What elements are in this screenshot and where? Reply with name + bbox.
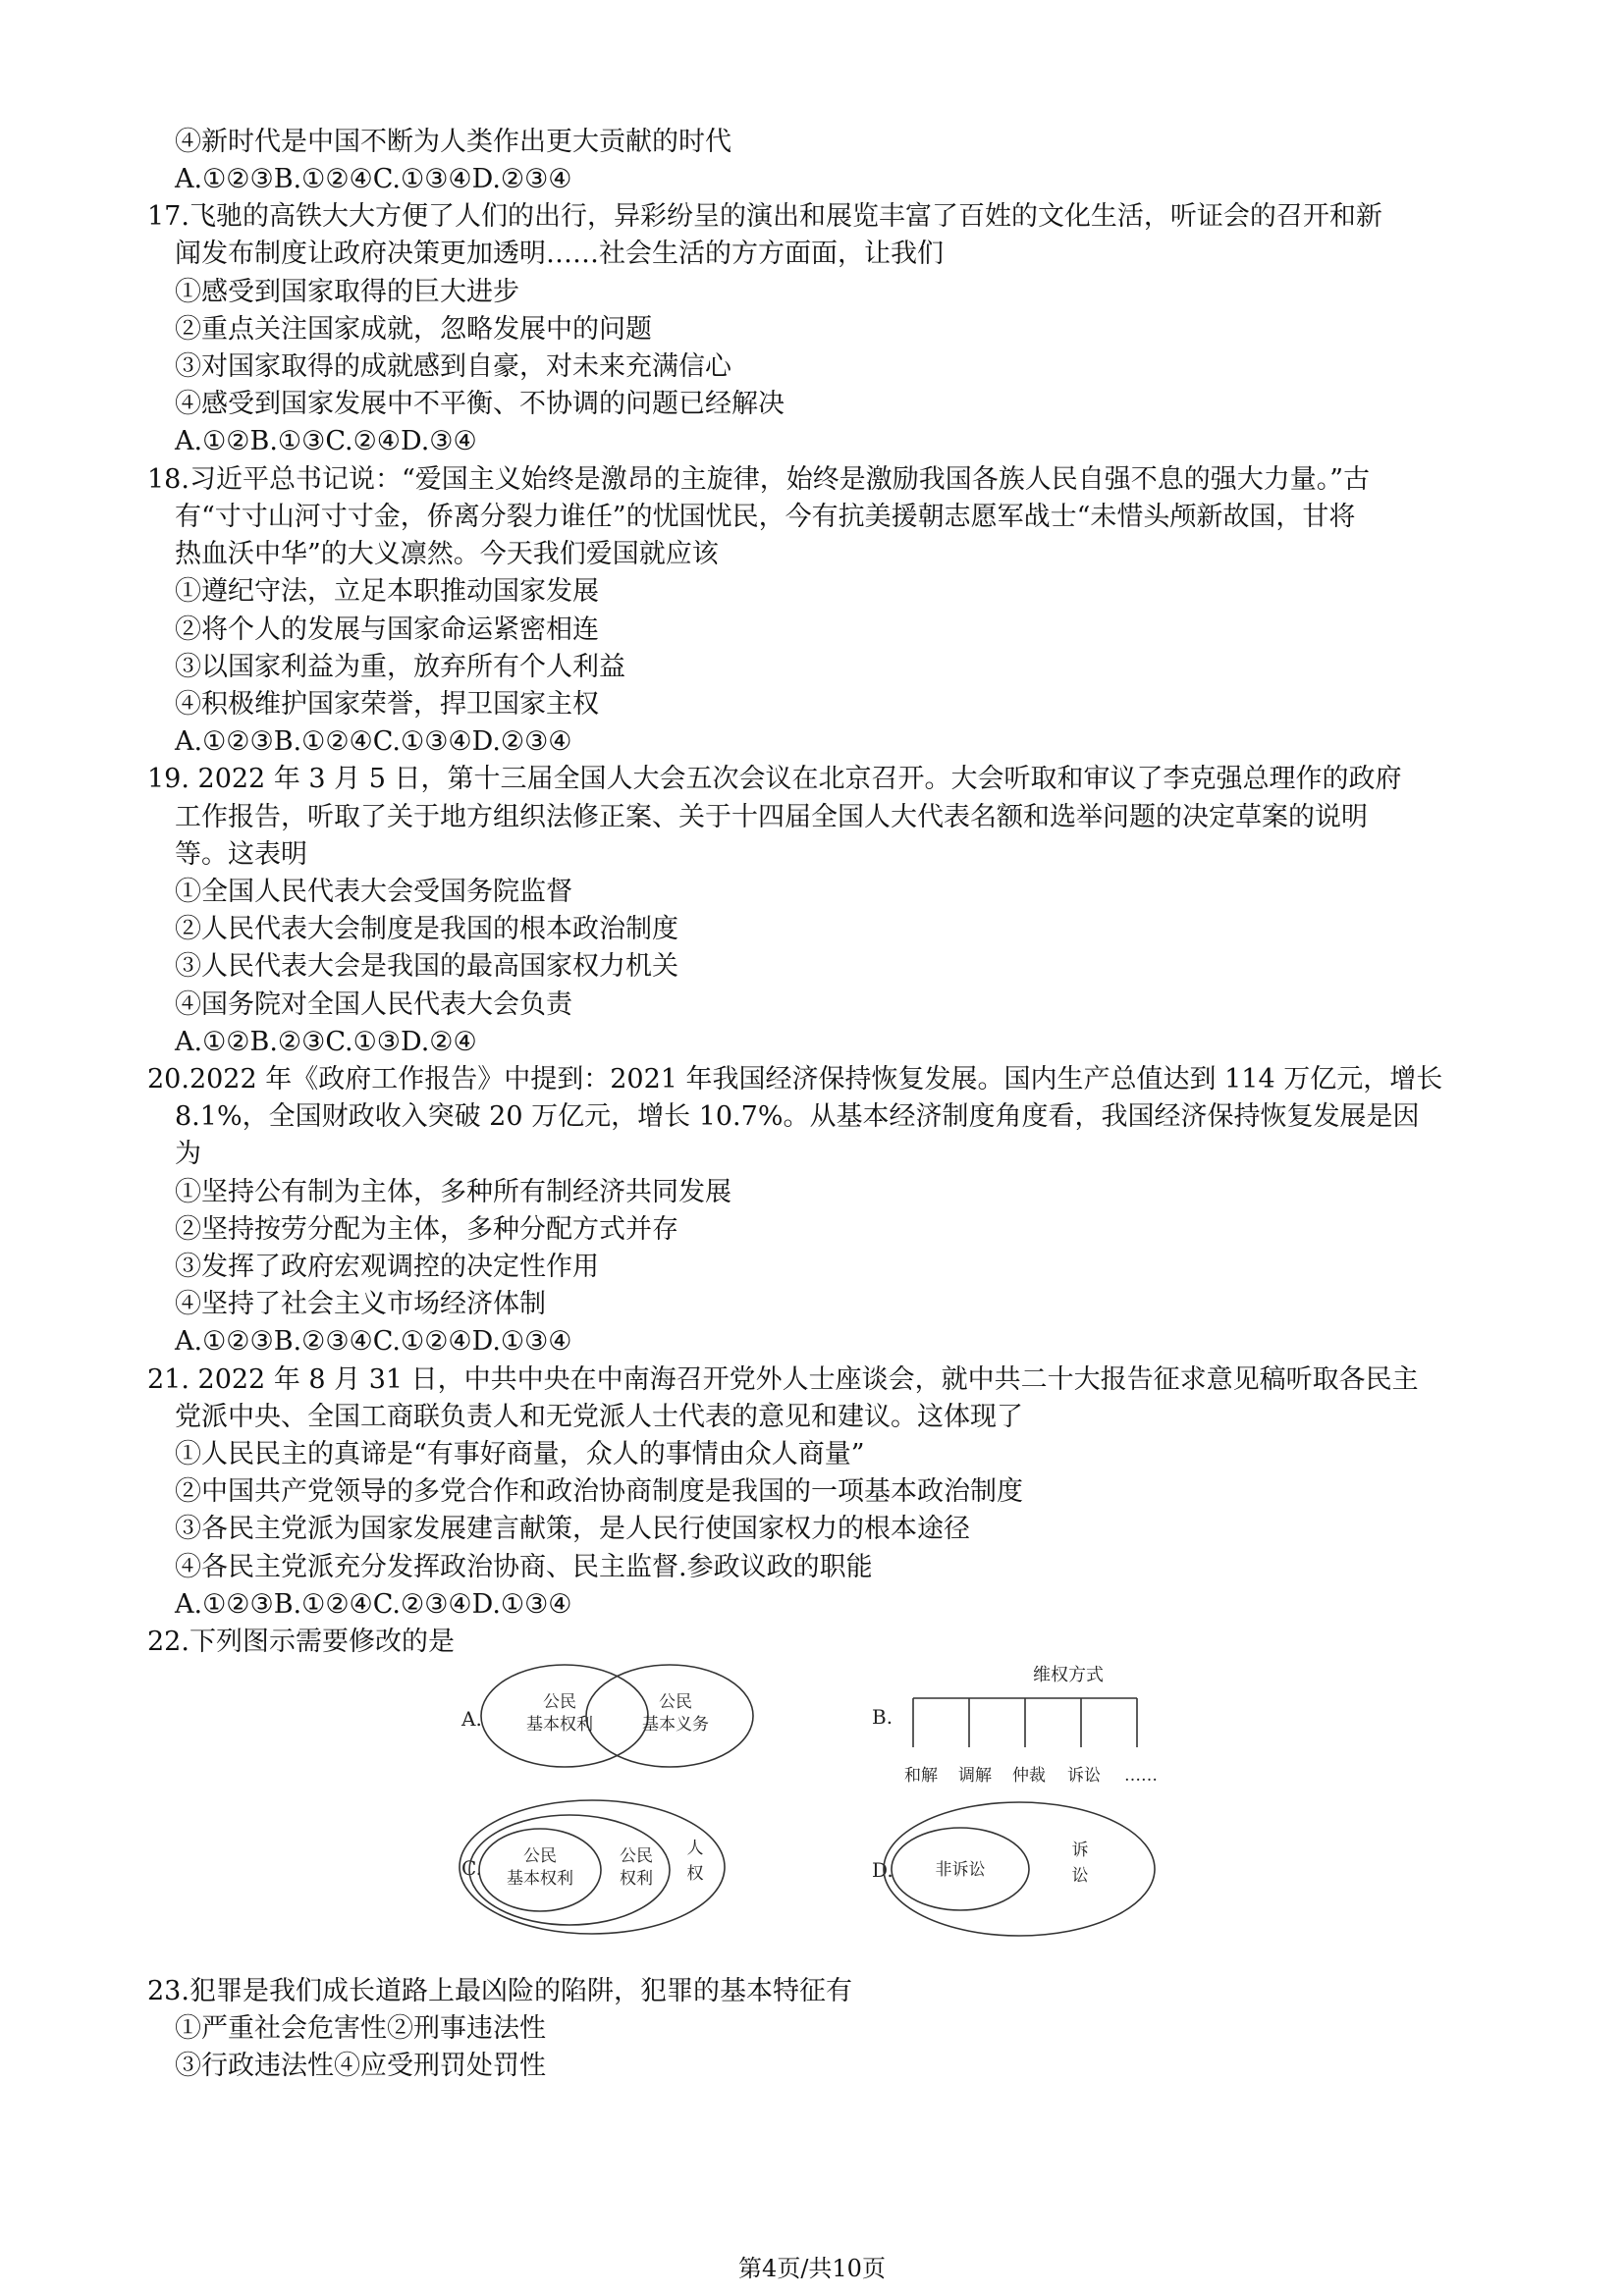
question-19-stem: 19. 2022 年 3 月 5 日，第十三届全国人大会五次会议在北京召开。大会听取和审议了李克强总理作的政府 (147, 764, 1402, 794)
question-17-stem: 17.飞驰的高铁大大方便了人们的出行，异彩纷呈的演出和展览丰富了百姓的文化生活，听证会的召开和新 (147, 201, 1382, 232)
option-line: ③对国家取得的成就感到自豪，对未来充满信心 (175, 351, 731, 382)
diagram-a-right-label-1: 公民 (659, 1692, 692, 1712)
option-line: ②坚持按劳分配为主体，多种分配方式并存 (175, 1214, 678, 1245)
option-line: ①全国人民代表大会受国务院监督 (175, 877, 572, 907)
option-line: ①坚持公有制为主体，多种所有制经济共同发展 (175, 1177, 731, 1207)
answer-choices: A.①②③B.②③④C.①②④D.①③④ (175, 1326, 572, 1357)
option-line: ④坚持了社会主义市场经济体制 (175, 1289, 546, 1319)
diagram-c-outer-label-2: 权 (686, 1864, 704, 1884)
answer-choices: A.①②③B.①②④C.②③④D.①③④ (175, 1589, 572, 1620)
option-line: ④各民主党派充分发挥政治协商、民主监督.参政议政的职能 (175, 1552, 873, 1582)
option-line: ②重点关注国家成就，忽略发展中的问题 (175, 314, 652, 345)
answer-choices: A.①②B.②③C.①③D.②④ (175, 1027, 477, 1057)
diagram-b-item: 诉讼 (1067, 1766, 1101, 1786)
diagram-a-right-label-2: 基本义务 (642, 1715, 709, 1735)
option-line: ③以国家利益为重，放弃所有个人利益 (175, 652, 625, 682)
question-19-stem-cont: 等。这表明 (175, 839, 307, 870)
diagram-b-item: …… (1124, 1766, 1158, 1786)
question-22-stem: 22.下列图示需要修改的是 (147, 1627, 455, 1657)
question-18-stem: 18.习近平总书记说：“爱国主义始终是激昂的主旋律，始终是激励我国各族人民自强不息的强大力量。”古 (147, 464, 1371, 495)
option-line: ①严重社会危害性②刑事违法性 (175, 2013, 546, 2044)
option-line: ③人民代表大会是我国的最高国家权力机关 (175, 951, 678, 982)
option-line: ①感受到国家取得的巨大进步 (175, 277, 519, 307)
diagram-c-outer-label-1: 人 (686, 1839, 704, 1858)
page-number: 第4页/共10页 (738, 2255, 886, 2282)
option-line: ②人民代表大会制度是我国的根本政治制度 (175, 914, 678, 944)
diagram-b-item: 仲裁 (1012, 1766, 1046, 1786)
diagram-b-letter: B. (872, 1705, 893, 1729)
diagram-c-outer-ellipse (460, 1800, 725, 1934)
diagram-d-outer-ellipse (884, 1802, 1155, 1936)
diagram-d-letter: D. (872, 1858, 893, 1882)
answer-choices: A.①②③B.①②④C.①③④D.②③④ (175, 726, 572, 757)
diagram-d-outer-label-2: 讼 (1071, 1866, 1089, 1886)
diagram-a (460, 1665, 753, 1767)
option-line: ①人民民主的真谛是“有事好商量，众人的事情由众人商量” (175, 1439, 865, 1469)
option-line: ④新时代是中国不断为人类作出更大贡献的时代 (175, 127, 731, 157)
question-21-stem: 21. 2022 年 8 月 31 日，中共中央在中南海召开党外人士座谈会，就中共二十大报告征求意见稿听取各民主 (147, 1364, 1419, 1395)
question-17-stem-cont: 闻发布制度让政府决策更加透明……社会生活的方方面面，让我们 (175, 239, 944, 269)
question-23-stem: 23.犯罪是我们成长道路上最凶险的陷阱，犯罪的基本特征有 (147, 1976, 852, 2006)
diagram-c-inner-label-2: 基本权利 (507, 1869, 573, 1889)
question-20-stem: 20.2022 年《政府工作报告》中提到：2021 年我国经济保持恢复发展。国内生产总值达到 114 万亿元，增长 (147, 1064, 1443, 1095)
diagram-a-left-label-2: 基本权利 (526, 1715, 593, 1735)
option-line: ③发挥了政府宏观调控的决定性作用 (175, 1252, 599, 1282)
diagram-c-letter: C. (461, 1856, 482, 1880)
diagram-b (872, 1665, 1158, 1786)
diagram-c-middle-label-2: 权利 (620, 1869, 653, 1889)
diagram-c-inner-label-1: 公民 (523, 1846, 557, 1866)
answer-choices: A.①②B.①③C.②④D.③④ (175, 426, 477, 456)
option-line: ③各民主党派为国家发展建言献策，是人民行使国家权力的根本途径 (175, 1514, 970, 1544)
option-line: ④积极维护国家荣誉，捍卫国家主权 (175, 689, 599, 720)
diagram-b-title: 维权方式 (1033, 1665, 1104, 1685)
diagram-a-letter: A. (461, 1707, 482, 1731)
diagram-d (872, 1802, 1155, 1936)
diagram-a-left-label-1: 公民 (543, 1692, 576, 1712)
option-line: ①遵纪守法，立足本职推动国家发展 (175, 576, 599, 607)
diagram-d-inner-label: 非诉讼 (935, 1860, 986, 1880)
diagram-b-item: 调解 (958, 1766, 992, 1786)
question-19-stem-cont: 工作报告，听取了关于地方组织法修正案、关于十四届全国人大代表名额和选举问题的决定草案的说明 (175, 802, 1368, 832)
option-line: ④国务院对全国人民代表大会负责 (175, 989, 572, 1020)
diagram-c (460, 1800, 725, 1934)
option-line: ②将个人的发展与国家命运紧密相连 (175, 614, 599, 645)
question-18-stem-cont: 热血沃中华”的大义凛然。今天我们爱国就应该 (175, 539, 719, 569)
diagram-figure (432, 1659, 1198, 1949)
question-18-stem-cont: 有“寸寸山河寸寸金，侨离分裂力谁任”的忧国忧民，今有抗美援朝志愿军战士“未惜头颅新故国，甘将 (175, 502, 1356, 532)
question-21-stem-cont: 党派中央、全国工商联负责人和无党派人士代表的意见和建议。这体现了 (175, 1402, 1023, 1432)
question-20-stem-cont: 8.1%，全国财政收入突破 20 万亿元，增长 10.7%。从基本经济制度角度看，我国经济保持恢复发展是因 (175, 1101, 1420, 1132)
question-20-stem-cont: 为 (175, 1139, 201, 1169)
diagram-d-outer-label-1: 诉 (1071, 1841, 1089, 1860)
diagram-b-item: 和解 (904, 1766, 938, 1786)
diagram-c-middle-label-1: 公民 (620, 1846, 653, 1866)
option-line: ④感受到国家发展中不平衡、不协调的问题已经解决 (175, 389, 785, 419)
option-line: ③行政违法性④应受刑罚处罚性 (175, 2051, 546, 2081)
option-line: ②中国共产党领导的多党合作和政治协商制度是我国的一项基本政治制度 (175, 1476, 1023, 1507)
answer-choices: A.①②③B.①②④C.①③④D.②③④ (175, 164, 572, 194)
